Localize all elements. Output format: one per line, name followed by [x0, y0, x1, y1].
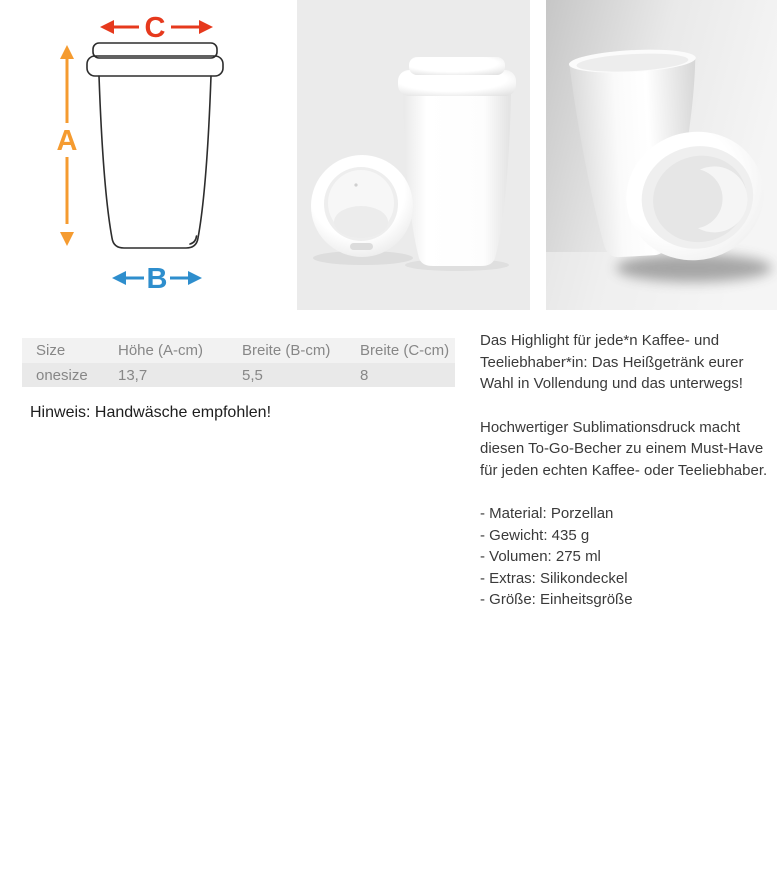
cup-dimension-diagram — [22, 0, 272, 300]
cup-with-lid-image — [297, 0, 530, 310]
spec-item-volume: - Volumen: 275 ml — [480, 548, 601, 565]
leaning-lid — [311, 155, 413, 257]
height-a-value: 13,7 — [118, 366, 148, 384]
dimension-arrow-a — [57, 45, 78, 246]
dimension-arrow-b — [112, 263, 202, 295]
cup-outline-drawing — [87, 43, 223, 248]
size-table-header-height-a: Höhe (A-cm) — [118, 342, 204, 359]
cup-lid-detail-image — [546, 0, 777, 310]
size-table-header-size: Size — [36, 342, 66, 359]
product-photo-cup-with-lid — [297, 0, 530, 310]
dimension-label-a: A — [56, 125, 78, 157]
size-table-header-row — [22, 338, 455, 363]
size-table-header-width-c: Breite (C-cm) — [360, 342, 450, 359]
size-table-header-width-b: Breite (B-cm) — [242, 342, 331, 359]
spec-list — [480, 503, 776, 611]
table-row — [22, 363, 455, 387]
size-table — [22, 338, 455, 387]
width-c-value: 8 — [360, 366, 369, 384]
description-paragraph-1: Das Highlight für jede*n Kaffee- und Teeliebhaber*in: Das Heißgetränk eurer Wahl in Vollendung und das unterwegs! — [480, 332, 744, 392]
spec-item-weight: - Gewicht: 435 g — [480, 526, 590, 544]
width-b-value: 5,5 — [242, 366, 263, 384]
size-value: onesize — [36, 366, 88, 384]
spec-item-extras: - Extras: Silikondeckel — [480, 569, 628, 587]
product-photo-lid-detail — [546, 0, 777, 310]
description-paragraph-2: Hochwertiger Sublimationsdruck macht diesen To-Go-Becher zu einem Must-Have für jeden echten Kaffee- oder Teeliebhaber. — [480, 418, 768, 479]
dimension-label-c: C — [144, 12, 166, 44]
spec-item-material: - Material: Porzellan — [480, 505, 614, 522]
product-description — [480, 330, 776, 611]
size-diagram — [22, 0, 272, 300]
dimension-arrow-c — [100, 12, 213, 44]
dimension-label-b: B — [146, 263, 168, 295]
care-note: Hinweis: Handwäsche empfohlen! — [30, 404, 272, 421]
spec-item-size: - Größe: Einheitsgröße — [480, 591, 633, 608]
standing-cup — [398, 57, 516, 266]
